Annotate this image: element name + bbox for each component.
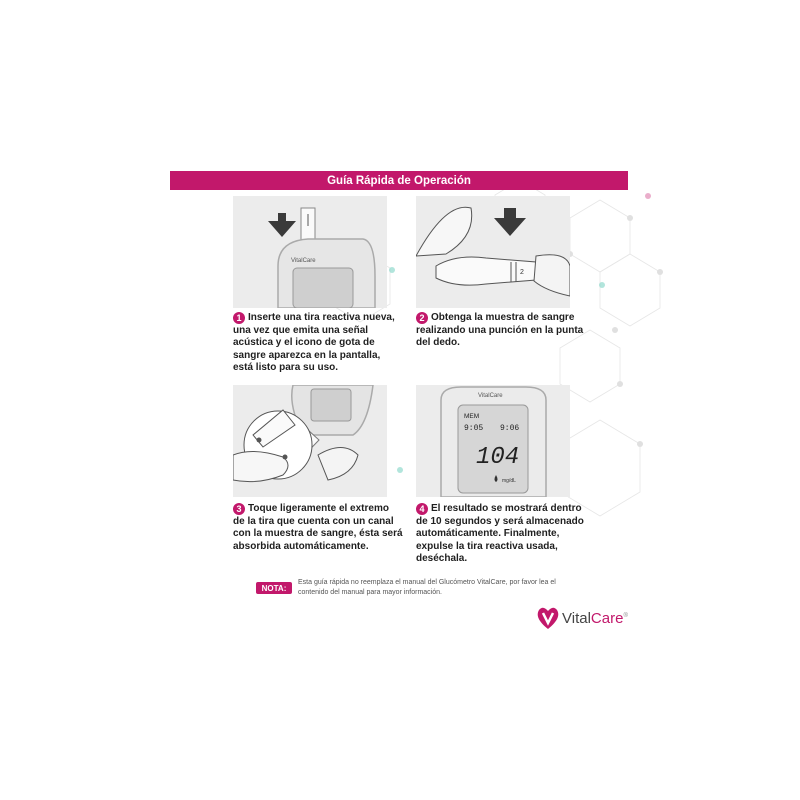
step-1-illustration: [233, 196, 387, 308]
step-2-illustration: [416, 196, 570, 308]
step-2-text: 2 Obtenga la muestra de sangre realizando una punción en la punta del dedo.: [416, 312, 584, 348]
note-label: NOTA:: [256, 582, 292, 594]
step-number-badge: 2: [416, 312, 428, 324]
step-1-text: 1 Inserte una tira reactiva nueva, una vez que emita una señal acústica y el icono de gota de sangre aparezca en la pantalla, está listo para su uso.: [233, 312, 395, 373]
vitalcare-logo: [536, 603, 628, 633]
step-3-illustration: [233, 385, 387, 497]
display-time-right: 9:06: [500, 424, 520, 433]
page-title: Guía Rápida de Operación: [170, 171, 628, 190]
step-number-badge: 3: [233, 503, 245, 515]
logo-vital: Vital: [562, 609, 591, 627]
meter-brand: VitalCare: [478, 393, 503, 399]
display-time-left: 9:05: [464, 424, 484, 433]
logo-registered: ®: [623, 612, 628, 619]
meter-screen: [293, 268, 353, 308]
note-text: Esta guía rápida no reemplaza el manual del Glucómetro VitalCare, por favor lea el contenido del manual para mayor información.: [298, 579, 556, 596]
heart-v-logo-icon: [536, 605, 560, 631]
display-unit: mg/dL: [502, 478, 516, 484]
display-mem: MEM: [464, 413, 480, 420]
display-reading: 104: [476, 444, 520, 471]
depth-dial-number: 2: [520, 269, 524, 276]
blood-drop: [283, 455, 288, 460]
step-number-badge: 4: [416, 503, 428, 515]
step-number-badge: 1: [233, 312, 245, 324]
step-3-text: 3 Toque ligeramente el extremo de la tira que cuenta con un canal con la muestra de sangre, ésta será absorbida automáticamente.: [233, 503, 403, 552]
meter-brand: VitalCare: [291, 258, 316, 264]
step-4-illustration: [416, 385, 570, 497]
step-4-text: 4 El resultado se mostrará dentro de 10 segundos y será almacenado automáticamente. Finalmente, expulse la tira reactiva usada, deséchala.: [416, 503, 584, 564]
logo-care: Care: [590, 609, 624, 627]
